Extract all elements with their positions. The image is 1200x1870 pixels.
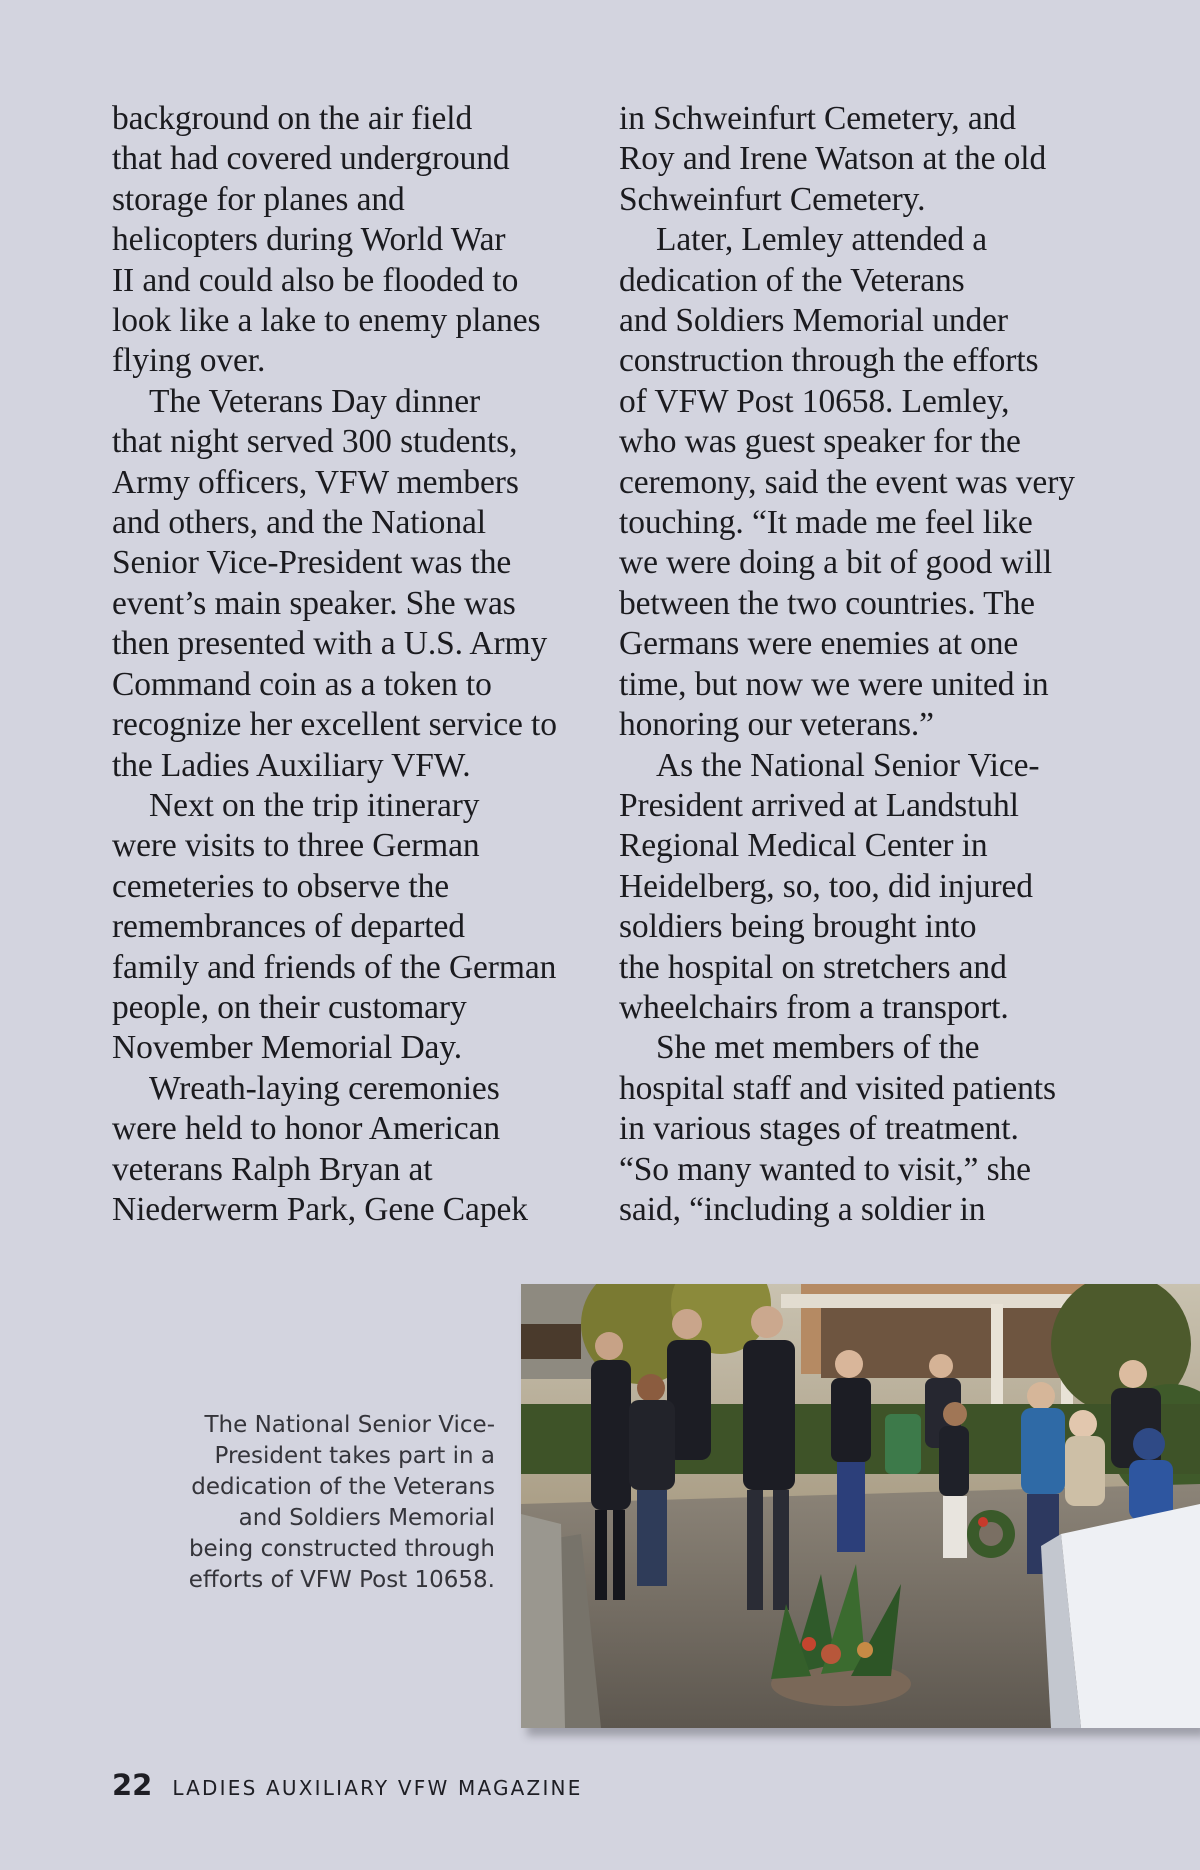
article-paragraph: Later, Lemley attended a dedication of the Veterans and Soldiers Memorial under construction through the efforts of VFW Post 10658. Lemley, who was guest speaker for the ceremony, said the event was very touching. “It made me feel like we were doing a bit of good will between the two countries. The Germans were enemies at one time, but now we were united in honoring our veterans.”: [619, 221, 1075, 744]
article-paragraph: The Veterans Day dinner that night served 300 students, Army officers, VFW members and others, and the National Senior Vice-President was the event’s main speaker. She was then presented with a U.S. Army Command coin as a token to recognize her excellent service to the Ladies Auxiliary VFW.: [112, 382, 557, 784]
article-column-right: [619, 99, 1119, 1230]
article-paragraph: She met members of the hospital staff and visited patients in various stages of treatment. “So many wanted to visit,” she said, “including a soldier in: [619, 1029, 1056, 1228]
photo-caption: The National Senior Vice- President takes part in a dedication of the Veterans and Soldiers Memorial being constructed through efforts of VFW Post 10658.: [188, 1412, 495, 1593]
article-paragraph: Wreath-laying ceremonies were held to honor American veterans Ralph Bryan at Niederwerm Park, Gene Capek: [112, 1069, 528, 1228]
magazine-title: LADIES AUXILIARY VFW MAGAZINE: [172, 1776, 583, 1800]
article-paragraph: in Schweinfurt Cemetery, and Roy and Irene Watson at the old Schweinfurt Cemetery.: [619, 100, 1047, 218]
article-paragraph: Next on the trip itinerary were visits to three German cemeteries to observe the remembrances of departed family and friends of the German people, on their customary November Memorial Day.: [112, 786, 557, 1067]
page-footer: [112, 1768, 583, 1802]
memorial-dedication-photo: [521, 1284, 1200, 1728]
article-paragraph: background on the air field that had covered underground storage for planes and helicopters during World War II and could also be flooded to look like a lake to enemy planes flying over.: [112, 100, 541, 380]
page-number: 22: [112, 1768, 153, 1802]
article-column-left: [112, 99, 592, 1230]
article-paragraph: As the National Senior Vice- President arrived at Landstuhl Regional Medical Center in Heidelberg, so, too, did injured soldiers being brought into the hospital on stretchers and wheelchairs from a transport.: [619, 746, 1040, 1026]
